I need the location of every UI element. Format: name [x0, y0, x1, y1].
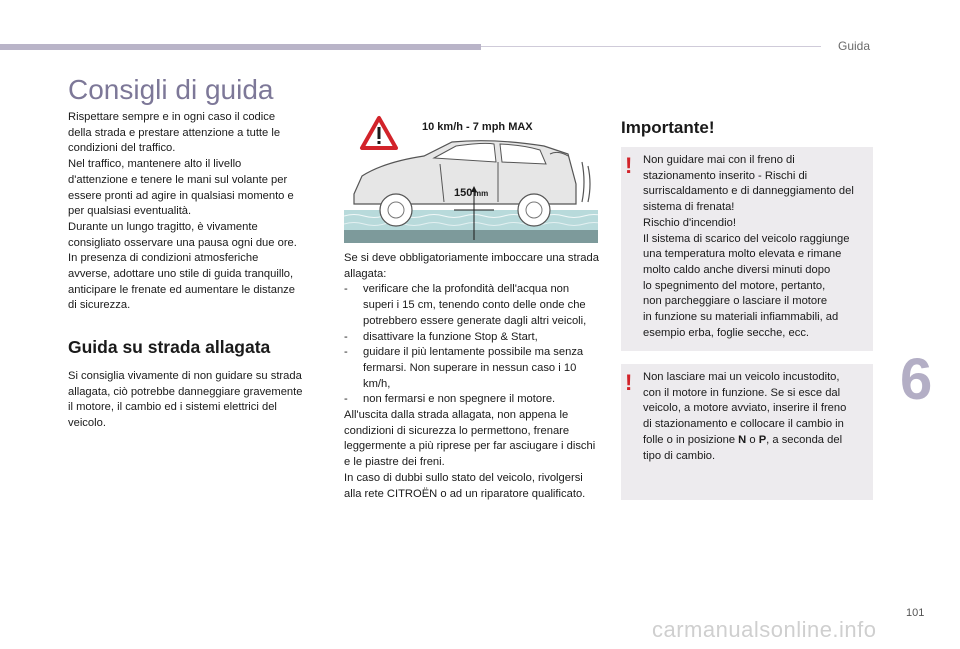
warning-box-parking-brake	[621, 147, 873, 351]
list-item: - verificare che la profondità dell'acqua non superi i 15 cm, tenendo conto delle onde che potrebbero essere generate dagli altri veicoli,	[344, 283, 587, 327]
flood-section-text: Si consiglia vivamente di non guidare su strada allagata, ciò potrebbe danneggiare gravemente il motore, il cambio ed i sistemi elettrici del veicolo.	[68, 370, 303, 430]
section-label: Guida	[838, 39, 871, 53]
flooded-road-instructions	[344, 251, 602, 502]
page-number: 101	[906, 607, 925, 619]
top-accent-bar	[0, 44, 481, 50]
list-item: - non fermarsi e non spegnere il motore.	[344, 393, 556, 406]
instructions-contact: In caso di dubbi sullo stato del veicolo, rivolgersi alla rete CITROËN o ad un riparatore qualificato.	[344, 471, 586, 500]
warning-text: Non lasciare mai un veicolo incustodito, con il motore in funzione. Se si esce dal veicolo, a motore avviato, inserire il freno di stazionamento e collocare il cambio in folle o in posizione N o P, a seconda del tipo di cambio.	[643, 371, 847, 462]
speed-limit-label: 10 km/h - 7 mph MAX	[422, 121, 533, 133]
gear-n-label: N	[738, 433, 747, 446]
exclamation-icon: !	[625, 153, 633, 178]
chapter-number: 6	[900, 347, 933, 412]
instructions-list	[344, 282, 602, 408]
intro-paragraph: Rispettare sempre e in ogni caso il codice della strada e prestare attenzione a tutte le condizioni del traffico. Nel traffico, mantenere alto il livello d'attenzione e tenere le mani sul volante per essere pronti ad agire in qualsiasi momento e per qualsiasi eventualità. Durante un lungo tragitto, è vivamente consigliato osservare una pausa ogni due ore. In presenza di condizioni atmosferiche avverse, adottare uno stile di guida tranquillo, anticipare le frenate ed aumentare le distanze di sicurezza.	[68, 111, 297, 312]
page-title: Consigli di guida	[68, 74, 274, 105]
flooded-road-illustration	[344, 112, 598, 246]
depth-value: 150	[454, 187, 473, 199]
flood-section-heading: Guida su strada allagata	[68, 337, 271, 357]
exclamation-icon: !	[625, 370, 633, 395]
list-item: - guidare il più lentamente possibile ma senza fermarsi. Non superare in nessun caso i 10 km/h,	[344, 346, 584, 390]
warning-box-unattended-vehicle	[621, 364, 873, 500]
gear-p-label: P	[758, 433, 767, 446]
instructions-outro: All'uscita dalla strada allagata, non appena le condizioni di sicurezza lo permettono, frenare leggermente a più riprese per far asciugare i dischi e le piastre dei freni.	[344, 409, 596, 469]
list-item: - disattivare la funzione Stop & Start,	[344, 330, 538, 343]
instructions-intro: Se si deve obbligatoriamente imboccare una strada allagata:	[344, 252, 599, 280]
warning-text: Non guidare mai con il freno di stazionamento inserito - Rischi di surriscaldamento e di danneggiamento del sistema di frenata! Rischio d'incendio! Il sistema di scarico del veicolo raggiunge una temperatura molto elevata e rimane molto caldo anche diversi minuti dopo lo spegnimento del motore, pertanto, non parcheggiare o lasciare il motore in funzione su materiali infiammabili, ad esempio erba, foglie secche, ecc.	[643, 154, 854, 339]
depth-unit: mm	[474, 189, 489, 198]
top-rule	[481, 46, 821, 47]
watermark: carmanualsonline.info	[652, 617, 877, 642]
important-heading: Importante!	[621, 118, 715, 137]
